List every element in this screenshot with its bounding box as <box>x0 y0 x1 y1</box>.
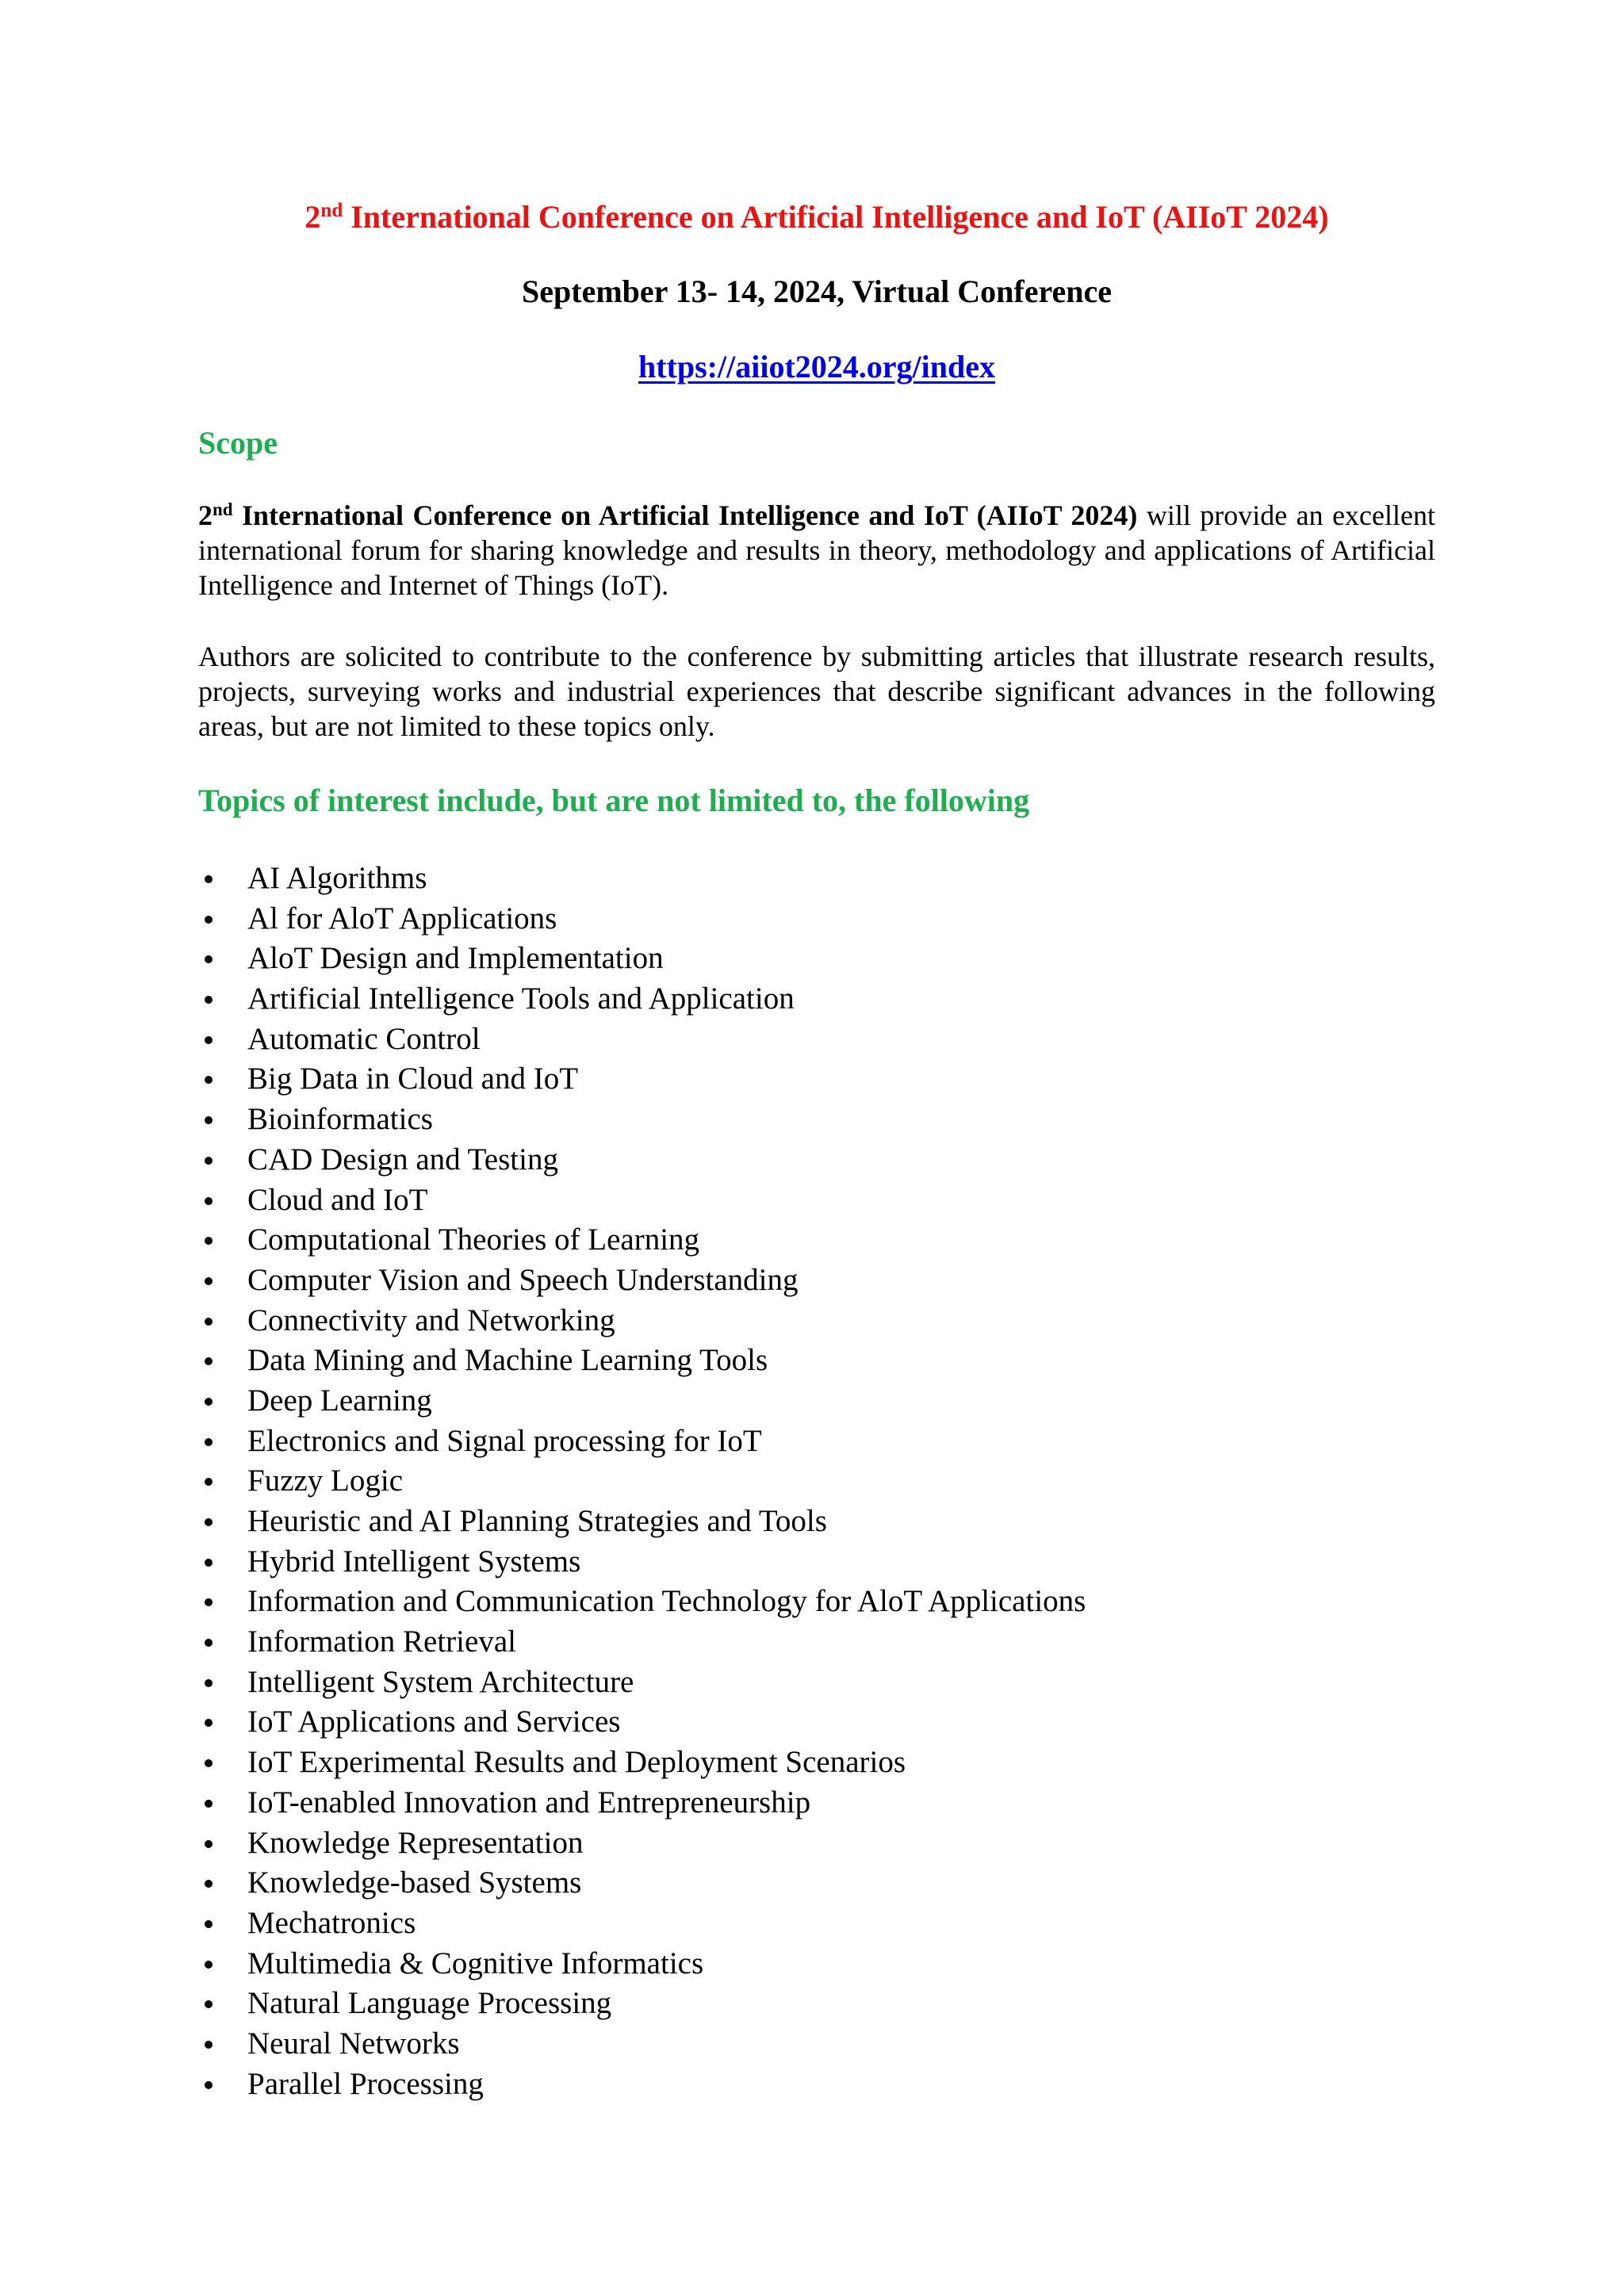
bullet-icon <box>205 875 213 883</box>
bullet-icon <box>205 1318 213 1326</box>
topic-label: Artificial Intelligence Tools and Application <box>247 982 795 1016</box>
topic-list-item <box>198 1341 1086 1381</box>
title-ordinal-suffix: nd <box>320 200 343 221</box>
topic-label: Knowledge Representation <box>247 1825 584 1860</box>
topic-list-item <box>198 979 1086 1020</box>
para1-bold-text: International Conference on Artificial Intelligence and IoT (AIIoT 2024) <box>232 499 1138 531</box>
bullet-icon <box>205 1277 213 1285</box>
topic-list-item <box>198 1100 1086 1140</box>
topic-label: Automatic Control <box>247 1021 481 1056</box>
conference-url-line <box>198 346 1435 388</box>
bullet-icon <box>205 1559 213 1567</box>
topic-label: Intelligent System Architecture <box>247 1664 634 1699</box>
topic-list-item <box>198 1783 1086 1823</box>
topic-label: Parallel Processing <box>247 2066 484 2101</box>
para1-body-text: will provide an excellent international forum for sharing knowledge and results in theory, methodology and applications of Artificial Intelligence and Internet of Things (IoT). <box>198 499 1435 601</box>
scope-paragraph-2: Authors are solicited to contribute to the conference by submitting articles that illustrate research results, projects, surveying works and industrial experiences that describe significant advances in the following areas, but are not limited to these topics only. <box>198 641 1435 742</box>
topic-label: Al for AloT Applications <box>247 901 557 936</box>
bullet-icon <box>205 1518 213 1526</box>
topic-label: Big Data in Cloud and IoT <box>247 1062 579 1096</box>
bullet-icon <box>205 1598 213 1606</box>
topic-list-item <box>198 1823 1086 1864</box>
topic-label: Fuzzy Logic <box>247 1464 404 1498</box>
bullet-icon <box>205 1036 213 1044</box>
topic-label: Deep Learning <box>247 1383 432 1418</box>
topic-list-item <box>198 1663 1086 1703</box>
bullet-icon <box>205 2000 213 2008</box>
topic-list-item <box>198 1984 1086 2024</box>
topic-list-item <box>198 1140 1086 1181</box>
topic-label: Information Retrieval <box>247 1624 516 1659</box>
bullet-icon <box>205 1759 213 1767</box>
topic-label: Connectivity and Networking <box>247 1303 615 1337</box>
scope-paragraph-1-bold <box>198 499 1137 531</box>
topic-list-item <box>198 1261 1086 1301</box>
topic-list-item <box>198 1622 1086 1663</box>
topic-list-item <box>198 2064 1086 2105</box>
topic-label: IoT Applications and Services <box>247 1705 621 1739</box>
bullet-icon <box>205 1880 213 1888</box>
topic-list-item <box>198 2024 1086 2064</box>
topic-label: Electronics and Signal processing for IoT <box>247 1423 762 1458</box>
topic-label: IoT-enabled Innovation and Entrepreneurship <box>247 1785 811 1820</box>
topic-list-item <box>198 1181 1086 1221</box>
topic-list-item <box>198 1743 1086 1783</box>
topic-label: Bioinformatics <box>247 1102 433 1137</box>
topic-list-item <box>198 1502 1086 1542</box>
topic-label: Mechatronics <box>247 1905 416 1940</box>
conference-date: September 13- 14, 2024, Virtual Conference <box>522 274 1112 309</box>
topic-list-item <box>198 1381 1086 1422</box>
para1-number: 2 <box>198 499 213 531</box>
bullet-icon <box>205 1116 213 1124</box>
topic-list-item <box>198 1220 1086 1261</box>
scope-heading: Scope <box>198 425 278 461</box>
bullet-icon <box>205 955 213 963</box>
bullet-icon <box>205 1157 213 1165</box>
topic-list-item <box>198 1863 1086 1904</box>
title-number: 2 <box>304 199 321 235</box>
topic-label: Neural Networks <box>247 2026 460 2061</box>
topic-list-item <box>198 859 1086 899</box>
scope-paragraph-1 <box>198 498 1435 603</box>
bullet-icon <box>205 996 213 1004</box>
topic-label: Data Mining and Machine Learning Tools <box>247 1343 768 1378</box>
topic-label: Natural Language Processing <box>247 1986 612 2021</box>
bullet-icon <box>205 2041 213 2049</box>
topic-label: Heuristic and AI Planning Strategies and Tools <box>247 1504 827 1538</box>
topic-list-item <box>198 1059 1086 1100</box>
bullet-icon <box>205 2081 213 2089</box>
topics-list <box>198 859 1086 2104</box>
topic-label: IoT Experimental Results and Deployment Scenarios <box>247 1745 906 1780</box>
topic-list-item <box>198 939 1086 979</box>
bullet-icon <box>205 1357 213 1365</box>
topic-label: Knowledge-based Systems <box>247 1866 582 1900</box>
topic-list-item <box>198 1020 1086 1060</box>
topic-list-item <box>198 899 1086 939</box>
conference-title <box>198 197 1435 238</box>
bullet-icon <box>205 1237 213 1245</box>
topic-list-item <box>198 1301 1086 1341</box>
para1-ordinal-suffix: nd <box>213 499 233 519</box>
topics-heading: Topics of interest include, but are not limited to, the following <box>198 783 1030 818</box>
bullet-icon <box>205 1840 213 1848</box>
bullet-icon <box>205 1478 213 1486</box>
topic-label: AloT Design and Implementation <box>247 941 664 976</box>
topic-label: CAD Design and Testing <box>247 1142 558 1177</box>
topic-list-item <box>198 1542 1086 1582</box>
bullet-icon <box>205 1639 213 1647</box>
topic-list-item <box>198 1582 1086 1622</box>
topic-label: Information and Communication Technology for AloT Applications <box>247 1584 1086 1619</box>
topic-list-item <box>198 1422 1086 1462</box>
bullet-icon <box>205 1920 213 1928</box>
topic-label: AI Algorithms <box>247 861 427 895</box>
bullet-icon <box>205 916 213 924</box>
bullet-icon <box>205 1438 213 1446</box>
topic-label: Computer Vision and Speech Understanding <box>247 1262 799 1297</box>
topic-list-item <box>198 1904 1086 1944</box>
bullet-icon <box>205 1719 213 1727</box>
topic-label: Cloud and IoT <box>247 1182 428 1217</box>
bullet-icon <box>205 1800 213 1808</box>
topic-list-item <box>198 1461 1086 1502</box>
bullet-icon <box>205 1076 213 1084</box>
conference-url-link[interactable]: https://aiiot2024.org/index <box>638 349 996 385</box>
topic-label: Hybrid Intelligent Systems <box>247 1544 581 1578</box>
topic-label: Computational Theories of Learning <box>247 1223 700 1257</box>
bullet-icon <box>205 1197 213 1205</box>
topic-label: Multimedia & Cognitive Informatics <box>247 1946 704 1980</box>
bullet-icon <box>205 1679 213 1687</box>
bullet-icon <box>205 1961 213 1969</box>
bullet-icon <box>205 1398 213 1406</box>
title-text: International Conference on Artificial Intelligence and IoT (AIIoT 2024) <box>343 199 1329 235</box>
topic-list-item <box>198 1944 1086 1984</box>
topic-list-item <box>198 1702 1086 1743</box>
